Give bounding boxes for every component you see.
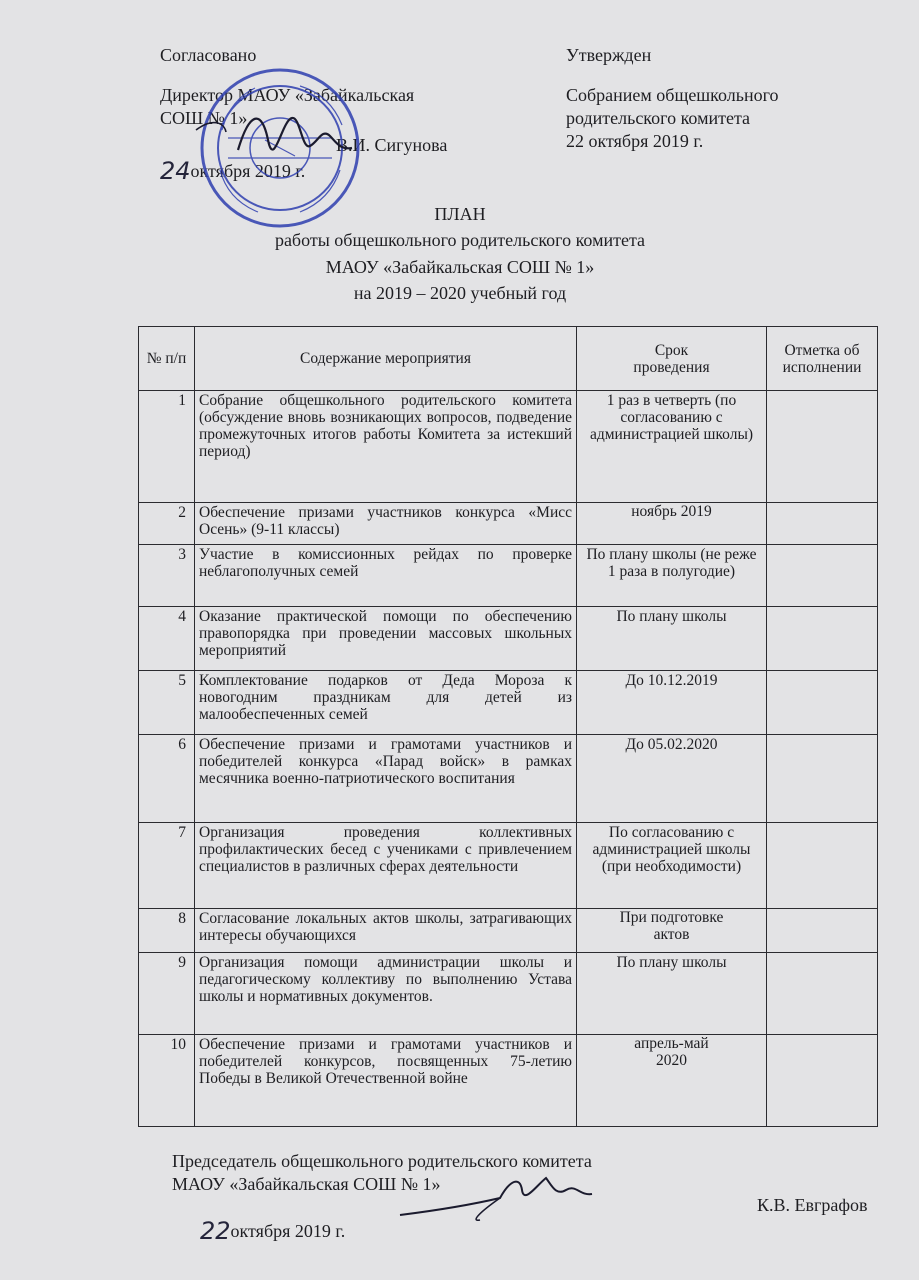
row-num: 5 (139, 671, 195, 735)
director-title-line1: Директор МАОУ «Забайкальская (160, 85, 415, 105)
stamp-seal-icon (202, 70, 358, 226)
header-content: Содержание мероприятия (195, 327, 577, 391)
approved-line2: родительского комитета (566, 108, 751, 128)
chair-signature-icon (400, 1178, 592, 1220)
row-term: ноябрь 2019 (577, 503, 767, 545)
approved-heading: Утвержден (566, 45, 652, 65)
row-content: Согласование локальных актов школы, затрагивающих интересы обучающихся (195, 909, 577, 953)
row-content: Собрание общешкольного родительского комитета (обсуждение вновь возникающих вопросов, подведение промежуточных итогов работы Комитета за истекший период) (195, 391, 577, 503)
row-num: 3 (139, 545, 195, 607)
director-title-line2: СОШ № 1» (160, 108, 248, 128)
row-num: 8 (139, 909, 195, 953)
plan-subtitle-line1: работы общешкольного родительского комитета (274, 230, 646, 250)
row-num: 4 (139, 607, 195, 671)
row-term: По согласованию с администрацией школы (при необходимости) (577, 823, 767, 909)
agreed-date-day: 24 (160, 157, 191, 185)
row-term: По плану школы (577, 607, 767, 671)
row-term: При подготовке актов (577, 909, 767, 953)
agreed-date-rest: октября 2019 г. (190, 161, 306, 181)
row-term: 1 раз в четверть (по согласованию с администрацией школы) (577, 391, 767, 503)
plan-subtitle-line3: на 2019 – 2020 учебный год (353, 283, 567, 303)
chair-date-rest: октября 2019 г. (230, 1221, 346, 1241)
approved-line3: 22 октября 2019 г. (566, 131, 704, 151)
chair-date-day: 22 (200, 1217, 231, 1245)
row-num: 6 (139, 735, 195, 823)
plan-subtitle-line2: МАОУ «Забайкальская СОШ № 1» (325, 257, 595, 277)
row-term: По плану школы (577, 953, 767, 1035)
row-term: До 05.02.2020 (577, 735, 767, 823)
row-term: По плану школы (не реже 1 раза в полугодие) (577, 545, 767, 607)
row-num: 1 (139, 391, 195, 503)
row-term: До 10.12.2019 (577, 671, 767, 735)
row-content: Участие в комиссионных рейдах по проверке неблагополучных семей (195, 545, 577, 607)
row-num: 10 (139, 1035, 195, 1127)
approved-line1: Собранием общешкольного (566, 85, 779, 105)
row-content: Организация проведения коллективных профилактических бесед с учениками с привлечением специалистов в различных сферах деятельности (195, 823, 577, 909)
agreed-heading: Согласовано (160, 45, 257, 65)
row-num: 2 (139, 503, 195, 545)
chair-title-line2: МАОУ «Забайкальская СОШ № 1» (172, 1174, 441, 1194)
row-content: Обеспечение призами участников конкурса «Мисс Осень» (9-11 классы) (195, 503, 577, 545)
chair-name: К.В. Евграфов (757, 1195, 868, 1215)
header-num: № п/п (139, 327, 195, 391)
row-content: Обеспечение призами и грамотами участников и победителей конкурсов, посвященных 75-летию Победы в Великой Отечественной войне (195, 1035, 577, 1127)
director-name: В.И. Сигунова (336, 135, 448, 155)
chair-title-line1: Председатель общешкольного родительского комитета (172, 1151, 592, 1171)
row-num: 9 (139, 953, 195, 1035)
header-term: Срок проведения (577, 327, 767, 391)
row-term: апрель-май 2020 (577, 1035, 767, 1127)
row-content: Оказание практической помощи по обеспечению правопорядка при проведении массовых школьных мероприятий (195, 607, 577, 671)
row-content: Обеспечение призами и грамотами участников и победителей конкурса «Парад войск» в рамках месячника военно-патриотического воспитания (195, 735, 577, 823)
header-mark: Отметка об исполнении (767, 327, 878, 391)
row-content: Организация помощи администрации школы и педагогическому коллективу по выполнению Устава школы и нормативных документов. (195, 953, 577, 1035)
plan-title: ПЛАН (434, 204, 486, 224)
row-content: Комплектование подарков от Деда Мороза к новогодним праздникам для детей из малообеспеченных семей (195, 671, 577, 735)
row-num: 7 (139, 823, 195, 909)
